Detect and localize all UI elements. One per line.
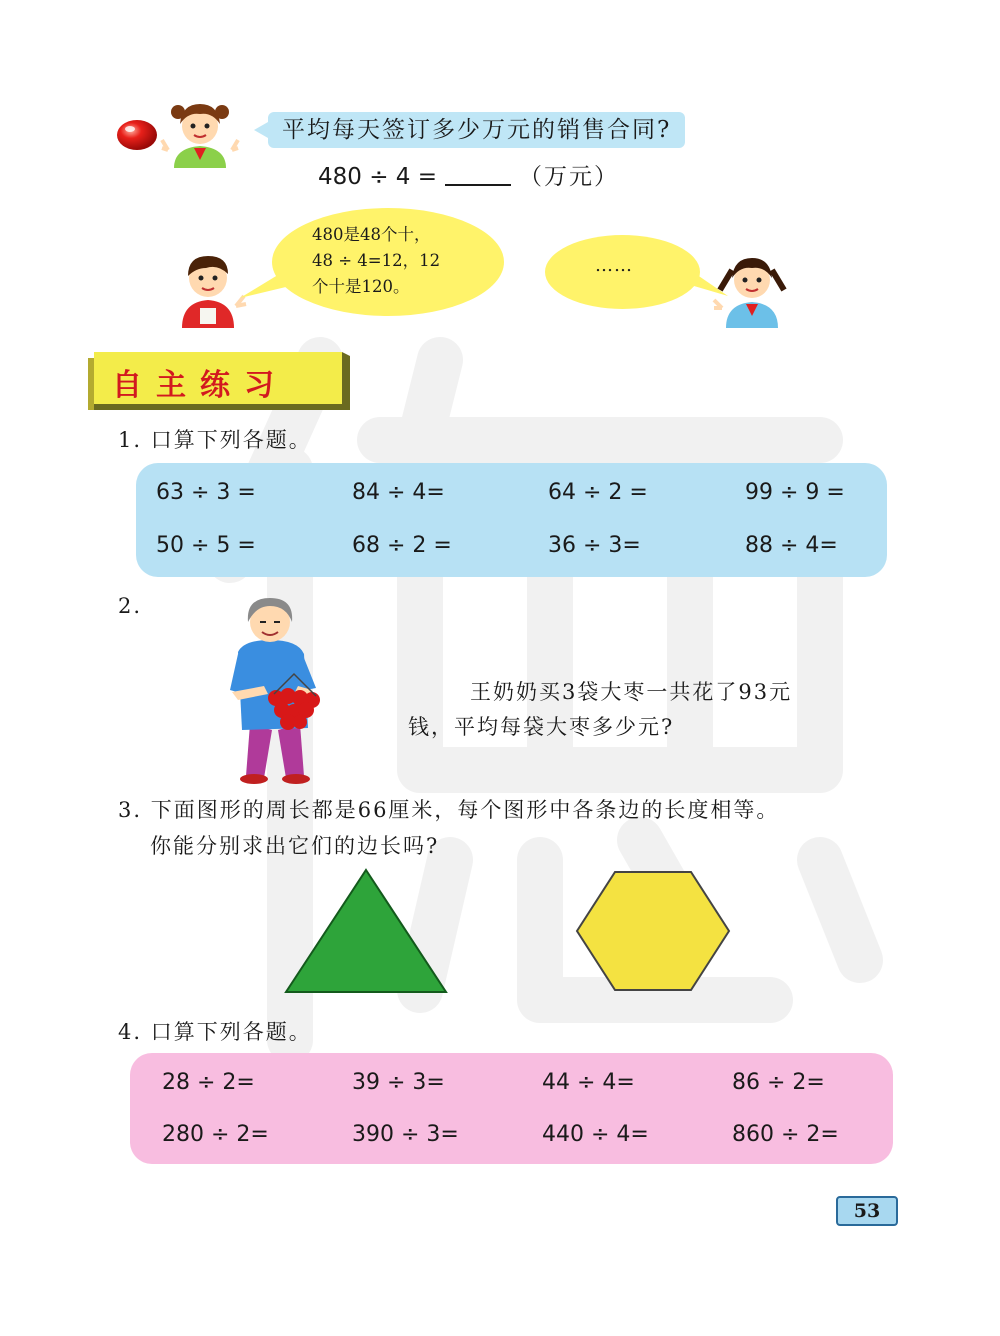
boy-speech-line: 48 ÷ 4=12，12	[312, 251, 441, 270]
exercise-item: 390 ÷ 3=	[352, 1122, 459, 1147]
exercise-item: 88 ÷ 4=	[745, 533, 838, 558]
grandmother-illustration	[224, 594, 334, 786]
exercise-item: 36 ÷ 3=	[548, 533, 641, 558]
exercise-item: 28 ÷ 2=	[162, 1070, 255, 1095]
exercise-item: 68 ÷ 2 =	[352, 533, 452, 558]
question-2-text	[408, 675, 878, 745]
red-ball-icon	[116, 118, 158, 152]
exercise-panel-1	[136, 463, 887, 577]
girl-character-icon	[712, 250, 792, 328]
girl-speech-text: ……	[595, 255, 633, 276]
exercise-item: 39 ÷ 3=	[352, 1070, 445, 1095]
question-2-line: 王奶奶买3袋大枣一共花了93元	[470, 680, 793, 704]
question-1-label: 1. 口算下列各题。	[118, 428, 312, 452]
exercise-item: 99 ÷ 9 =	[745, 480, 845, 505]
question-3-text	[118, 792, 918, 864]
boy-speech-line: 480是48个十，	[312, 225, 431, 244]
exercise-item: 84 ÷ 4=	[352, 480, 445, 505]
exercise-item: 44 ÷ 4=	[542, 1070, 635, 1095]
section-title: 自主练习	[112, 368, 288, 403]
question-3-line: 3. 下面图形的周长都是66厘米，每个图形中各条边的长度相等。	[118, 798, 780, 822]
exercise-item: 64 ÷ 2 =	[548, 480, 648, 505]
question-2-line: 钱，平均每袋大枣多少元?	[408, 715, 675, 739]
exercise-item: 860 ÷ 2=	[732, 1122, 839, 1147]
hexagon-shape	[575, 870, 731, 992]
exercise-item: 63 ÷ 3 =	[156, 480, 256, 505]
boy-character-icon	[170, 250, 248, 328]
question-3-line: 你能分别求出它们的边长吗?	[150, 834, 440, 858]
exercise-item: 50 ÷ 5 =	[156, 533, 256, 558]
exercise-panel-4	[130, 1053, 893, 1164]
question-bubble: 平均每天签订多少万元的销售合同?	[268, 112, 685, 148]
exercise-item: 280 ÷ 2=	[162, 1122, 269, 1147]
question-2-label: 2.	[118, 594, 143, 618]
page-number: 53	[836, 1196, 898, 1226]
exercise-item: 86 ÷ 2=	[732, 1070, 825, 1095]
answer-blank[interactable]	[445, 162, 511, 186]
equation-unit: （万元）	[519, 164, 620, 190]
boy-speech-line: 个十是120。	[312, 277, 410, 296]
exercise-item: 440 ÷ 4=	[542, 1122, 649, 1147]
triangle-shape	[284, 868, 448, 994]
question-4-label: 4. 口算下列各题。	[118, 1020, 312, 1044]
girl-character-icon	[160, 98, 240, 168]
boy-speech-text	[312, 222, 482, 300]
equation-text: 480 ÷ 4 =	[318, 164, 438, 190]
division-equation	[318, 158, 619, 191]
